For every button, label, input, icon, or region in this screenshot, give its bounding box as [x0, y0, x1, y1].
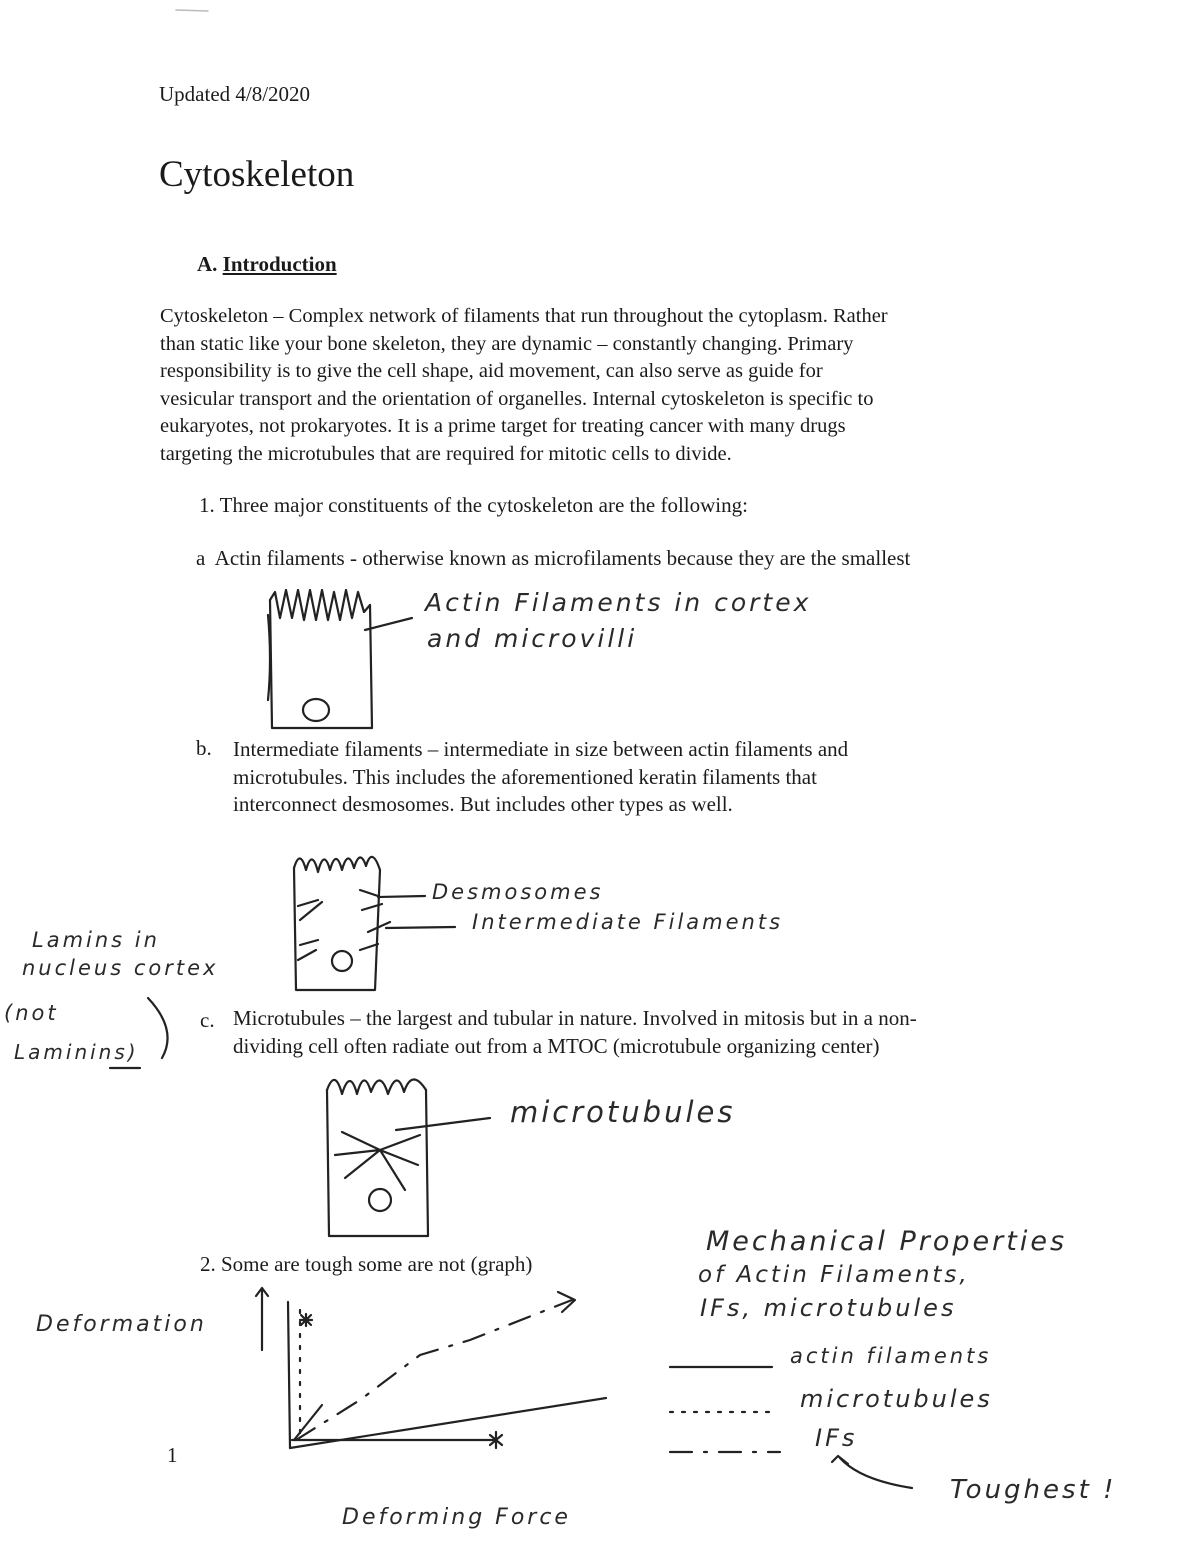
if-cell-sketch: [294, 857, 455, 990]
hand-intermediate-filaments: Intermediate Filaments: [472, 910, 784, 934]
hand-lamins: Lamins in: [32, 928, 160, 952]
hand-ifs-microtubules: IFs, microtubules: [700, 1294, 957, 1322]
y-axis: [288, 1302, 290, 1448]
cell-outline: [270, 600, 372, 728]
cell-outline: [294, 868, 380, 990]
hand-actin-label-2: and microvilli: [427, 624, 638, 653]
item-a-letter: a: [196, 546, 206, 570]
legend-microtubules-label: microtubules: [800, 1385, 993, 1413]
microtubule-pointer: [396, 1118, 490, 1130]
nucleus: [332, 951, 352, 971]
updated-date: Updated 4/8/2020: [159, 82, 311, 106]
desmosome-pointer: [378, 896, 425, 897]
intro-line: than static like your bone skeleton, they are dynamic – constantly changing. Primary: [160, 332, 854, 355]
list-item-2: 2. Some are tough some are not (graph): [200, 1252, 533, 1276]
page-title: Cytoskeleton: [159, 154, 355, 195]
cell-top-villi: [294, 857, 380, 872]
cortex-line: [268, 615, 270, 700]
deformation-graph: [256, 1288, 606, 1448]
hand-of-actin: of Actin Filaments,: [698, 1262, 970, 1288]
nucleus: [303, 699, 329, 721]
cell-top-villi: [327, 1079, 426, 1094]
microvilli-lines: [270, 590, 370, 620]
if-line: [296, 1300, 572, 1440]
hand-nucleus-cortex: nucleus cortex: [22, 956, 219, 980]
item-b-line: microtubules. This includes the aforementioned keratin filaments that: [233, 764, 817, 789]
hand-not: (not: [4, 1001, 59, 1025]
nucleus: [369, 1189, 391, 1211]
item-c-line: dividing cell often radiate out from a MTOC (microtubule organizing center): [233, 1033, 880, 1058]
intro-line: Cytoskeleton – Complex network of filaments that run throughout the cytoplasm. Rather: [160, 305, 888, 327]
microtubule-rays: [335, 1132, 420, 1190]
hand-mechanical-properties: Mechanical Properties: [706, 1226, 1068, 1257]
bracket: [148, 998, 168, 1058]
section-letter: A.: [197, 252, 218, 276]
if-pointer: [386, 927, 455, 928]
intro-line: eukaryotes, not prokaryotes. It is a prime target for treating cancer with many drugs: [160, 415, 846, 437]
graph-y-axis-label: Deformation: [36, 1312, 207, 1337]
item-b-letter: b.: [196, 736, 212, 760]
actin-segment-1: [294, 1405, 322, 1440]
intro-line: responsibility is to give the cell shape, aid movement, can also serve as guide for: [160, 360, 823, 382]
page-number: 1: [167, 1443, 178, 1467]
item-b-line: Intermediate filaments – intermediate in size between actin filaments and: [233, 737, 849, 761]
microtubule-break-mark: [300, 1314, 312, 1326]
hand-actin-label: Actin Filaments in cortex: [425, 588, 812, 617]
y-axis-arrow: [256, 1288, 268, 1350]
legend-actin-label: actin filaments: [790, 1344, 992, 1368]
toughest-arrowhead: [832, 1456, 848, 1464]
item-b-line: interconnect desmosomes. But includes other types as well.: [233, 792, 733, 816]
item-a-text: Actin filaments - otherwise known as microfilaments because they are the smallest: [214, 546, 911, 570]
item-c-letter: c.: [200, 1008, 215, 1032]
actin-cell-sketch: [268, 590, 412, 728]
hand-toughest: Toughest !: [950, 1475, 1117, 1505]
list-item-1: 1. Three major constituents of the cytoskeleton are the following:: [199, 493, 748, 517]
toughest-arrow: [840, 1458, 912, 1488]
item-c-line: Microtubules – the largest and tubular in nature. Involved in mitosis but in a non-: [233, 1006, 917, 1030]
intro-line: vesicular transport and the orientation of organelles. Internal cytoskeleton is specific to: [160, 387, 874, 410]
section-title: Introduction: [222, 252, 337, 276]
hand-microtubules: microtubules: [510, 1095, 736, 1129]
hand-laminins: Laminins): [14, 1040, 139, 1064]
scan-mark: [176, 10, 208, 11]
graph-x-axis-label: Deforming Force: [342, 1505, 571, 1530]
actin-pointer: [365, 618, 412, 630]
microtubule-cell-sketch: [327, 1079, 490, 1236]
hand-desmosomes: Desmosomes: [432, 880, 604, 904]
intro-line: targeting the microtubules that are required for mitotic cells to divide.: [160, 442, 732, 465]
legend-ifs-label: IFs: [815, 1424, 858, 1452]
